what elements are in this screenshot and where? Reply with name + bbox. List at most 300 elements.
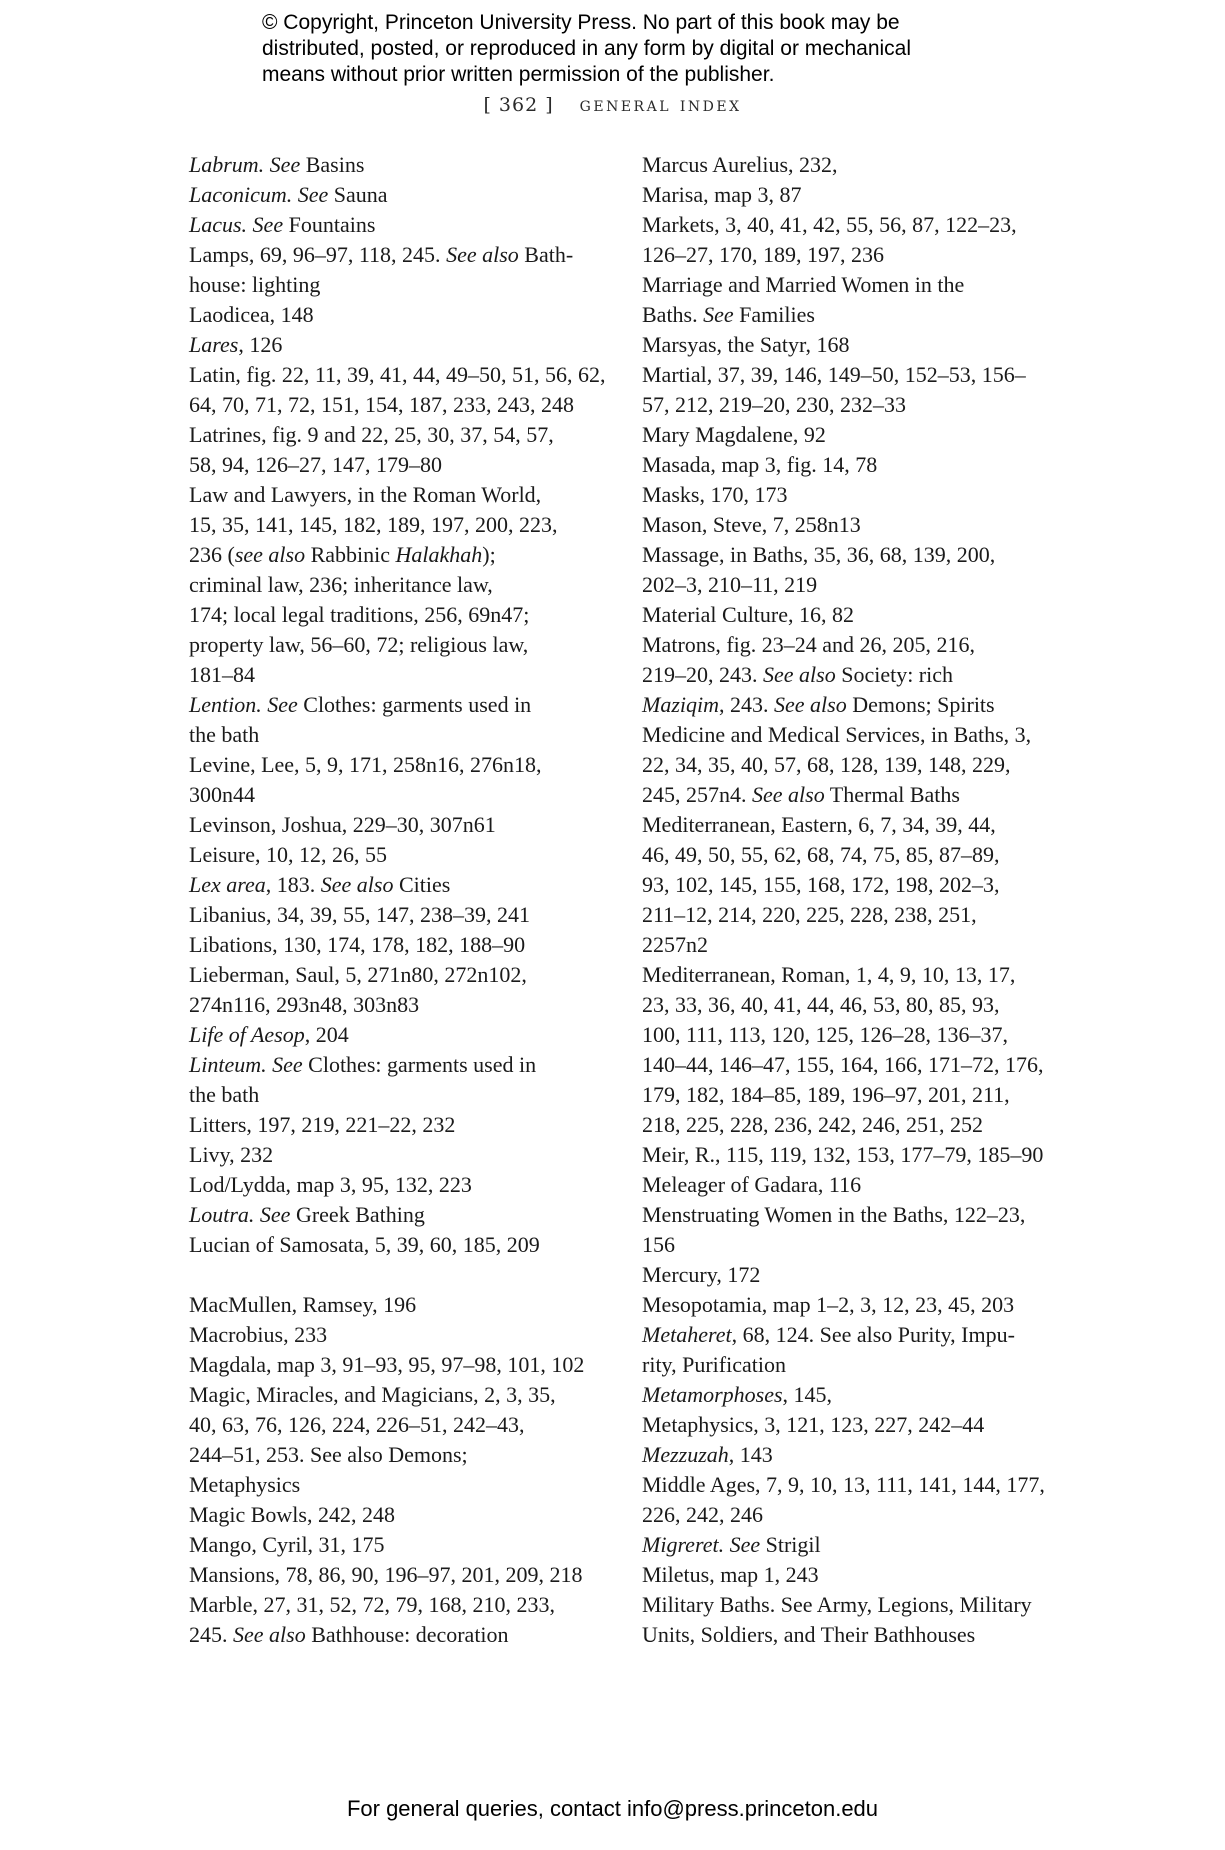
index-entry-line bbox=[642, 1170, 1067, 1200]
index-entry bbox=[189, 1140, 609, 1170]
index-entry-text: Magic Bowls, 242, 248 bbox=[189, 1502, 395, 1527]
index-entry-text: Metaphysics bbox=[189, 1472, 301, 1497]
copyright-line: © Copyright, Princeton University Press. No part of this book may be bbox=[262, 11, 900, 34]
index-entry-text: Marsyas, the Satyr, 168 bbox=[642, 332, 850, 357]
index-entry-text: , 204 bbox=[304, 1022, 349, 1047]
index-entry-text: Magdala, map 3, 91–93, 95, 97–98, 101, 102 bbox=[189, 1352, 585, 1377]
index-entry bbox=[642, 180, 1067, 210]
index-entry-line bbox=[642, 690, 1067, 720]
index-entry-text: 245, 257n4. bbox=[642, 782, 752, 807]
index-entry-text: 300n44 bbox=[189, 782, 255, 807]
index-entry-line bbox=[642, 540, 1067, 570]
index-entry bbox=[642, 1170, 1067, 1200]
index-entry bbox=[642, 690, 1067, 720]
index-entry-text: property law, 56–60, 72; religious law, bbox=[189, 632, 529, 657]
index-entry bbox=[642, 540, 1067, 600]
index-entry-text: Families bbox=[733, 302, 815, 327]
index-entry-text: 179, 182, 184–85, 189, 196–97, 201, 211, bbox=[642, 1082, 1010, 1107]
index-entry-line bbox=[642, 210, 1067, 240]
index-entry-text: Basins bbox=[300, 152, 365, 177]
index-entry bbox=[642, 1200, 1067, 1260]
index-entry-line bbox=[642, 1230, 1067, 1260]
index-entry bbox=[189, 1200, 609, 1230]
index-entry-text: Lod/Lydda, map 3, 95, 132, 223 bbox=[189, 1172, 472, 1197]
index-entry-line bbox=[642, 1110, 1067, 1140]
index-entry bbox=[189, 1230, 609, 1260]
index-entry-line bbox=[189, 900, 609, 930]
index-entry-text: Mercury, 172 bbox=[642, 1262, 761, 1287]
index-entry-text: Meir, R., 115, 119, 132, 153, 177–79, 185–90 bbox=[642, 1142, 1044, 1167]
index-entry bbox=[642, 630, 1067, 690]
index-entry-line bbox=[189, 1170, 609, 1200]
index-entry bbox=[189, 900, 609, 930]
index-entry-line bbox=[642, 1620, 1067, 1650]
index-entry-line bbox=[642, 1560, 1067, 1590]
index-entry-italic-text: Loutra. See bbox=[189, 1202, 291, 1227]
index-entry-line bbox=[189, 1380, 609, 1410]
index-entry-line bbox=[642, 150, 1067, 180]
index-entry bbox=[189, 1020, 609, 1050]
index-entry-line bbox=[189, 960, 609, 990]
index-entry-line bbox=[642, 1320, 1067, 1350]
index-entry-italic-text: see also bbox=[234, 542, 306, 567]
index-entry bbox=[642, 270, 1067, 330]
copyright-line: distributed, posted, or reproduced in any form by digital or mechanical bbox=[262, 37, 912, 60]
running-header bbox=[0, 92, 1225, 116]
index-entry-italic-text: Halakhah bbox=[395, 542, 483, 567]
copyright-line: means without prior written permission of the publisher. bbox=[262, 63, 775, 86]
index-entry bbox=[189, 360, 609, 420]
index-entry bbox=[642, 1470, 1067, 1530]
index-entry-line bbox=[189, 300, 609, 330]
index-entry-line bbox=[642, 480, 1067, 510]
index-entry bbox=[189, 330, 609, 360]
index-entry-line bbox=[642, 300, 1067, 330]
index-entry-line bbox=[642, 1590, 1067, 1620]
index-entry-text: , 183. bbox=[265, 872, 321, 897]
index-entry-text: 22, 34, 35, 40, 57, 68, 128, 139, 148, 229, bbox=[642, 752, 1011, 777]
index-entry-text: Mansions, 78, 86, 90, 196–97, 201, 209, 218 bbox=[189, 1562, 583, 1587]
index-entry-line bbox=[642, 450, 1067, 480]
index-entry-line bbox=[189, 450, 609, 480]
index-entry-text: Miletus, map 1, 243 bbox=[642, 1562, 819, 1587]
index-entry-line bbox=[642, 780, 1067, 810]
index-entry bbox=[642, 330, 1067, 360]
index-entry-text: 174; local legal traditions, 256, 69n47; bbox=[189, 602, 530, 627]
index-entry-italic-text: Mezzuzah bbox=[642, 1442, 729, 1467]
index-entry bbox=[189, 870, 609, 900]
index-entry-line bbox=[642, 420, 1067, 450]
index-entry-text: 244–51, 253. See also Demons; bbox=[189, 1442, 468, 1467]
index-entry bbox=[642, 1410, 1067, 1440]
index-entry-text: Massage, in Baths, 35, 36, 68, 139, 200, bbox=[642, 542, 996, 567]
index-entry-text: Clothes: garments used in bbox=[297, 692, 532, 717]
index-entry bbox=[642, 420, 1067, 450]
index-entry-line bbox=[189, 1440, 609, 1470]
index-entry-line bbox=[189, 240, 609, 270]
index-entry-text: Macrobius, 233 bbox=[189, 1322, 328, 1347]
index-entry-text: 274n116, 293n48, 303n83 bbox=[189, 992, 420, 1017]
index-entry bbox=[189, 930, 609, 960]
index-entry-text: Masada, map 3, fig. 14, 78 bbox=[642, 452, 878, 477]
index-entry-line bbox=[189, 570, 609, 600]
index-entry-text: Material Culture, 16, 82 bbox=[642, 602, 855, 627]
index-entry-line bbox=[642, 870, 1067, 900]
index-entry-line bbox=[642, 990, 1067, 1020]
index-entry-text: Litters, 197, 219, 221–22, 232 bbox=[189, 1112, 456, 1137]
index-entry-line bbox=[189, 420, 609, 450]
index-entry bbox=[642, 600, 1067, 630]
index-column-left bbox=[189, 150, 609, 1650]
index-entry-line bbox=[189, 780, 609, 810]
index-entry-text: , 143 bbox=[728, 1442, 773, 1467]
index-entry-line bbox=[189, 660, 609, 690]
index-entry-line bbox=[189, 1110, 609, 1140]
index-entry-line bbox=[642, 900, 1067, 930]
index-entry-line bbox=[189, 1410, 609, 1440]
index-entry-text: Lieberman, Saul, 5, 271n80, 272n102, bbox=[189, 962, 527, 987]
index-entry bbox=[642, 210, 1067, 270]
index-entry-line bbox=[642, 750, 1067, 780]
index-entry-line bbox=[642, 1470, 1067, 1500]
index-entry-line bbox=[642, 360, 1067, 390]
index-entry-text: Latin, fig. 22, 11, 39, 41, 44, 49–50, 51, 56, 62, bbox=[189, 362, 606, 387]
index-entry bbox=[189, 810, 609, 840]
index-entry-line bbox=[642, 1440, 1067, 1470]
index-entry-line bbox=[642, 840, 1067, 870]
index-entry bbox=[189, 300, 609, 330]
index-entry bbox=[642, 810, 1067, 960]
footer-contact: For general queries, contact info@press.princeton.edu bbox=[346, 1796, 879, 1821]
index-entry-line bbox=[642, 1080, 1067, 1110]
index-entry-line bbox=[189, 510, 609, 540]
index-entry-line bbox=[189, 870, 609, 900]
index-entry-text: Greek Bathing bbox=[290, 1202, 425, 1227]
index-entry bbox=[642, 1560, 1067, 1590]
index-entry bbox=[189, 150, 609, 180]
index-entry-line bbox=[642, 1020, 1067, 1050]
index-entry bbox=[189, 180, 609, 210]
index-entry-line bbox=[189, 210, 609, 240]
index-entry-text: 181–84 bbox=[189, 662, 255, 687]
index-entry-text: 40, 63, 76, 126, 224, 226–51, 242–43, bbox=[189, 1412, 525, 1437]
index-entry-text: 100, 111, 113, 120, 125, 126–28, 136–37, bbox=[642, 1022, 1009, 1047]
index-entry-text: ); bbox=[482, 542, 496, 567]
index-column-right bbox=[642, 150, 1067, 1650]
copyright-notice bbox=[262, 10, 982, 88]
index-entry-text: Matrons, fig. 23–24 and 26, 205, 216, bbox=[642, 632, 976, 657]
index-entry-text: Metaphysics, 3, 121, 123, 227, 242–44 bbox=[642, 1412, 985, 1437]
index-entry bbox=[189, 1590, 609, 1650]
index-entry-text: 226, 242, 246 bbox=[642, 1502, 763, 1527]
index-entry-line bbox=[642, 600, 1067, 630]
index-entry-line bbox=[642, 1530, 1067, 1560]
index-entry-line bbox=[642, 1260, 1067, 1290]
index-entry-text: the bath bbox=[189, 722, 260, 747]
index-entry-italic-text: Lex area bbox=[189, 872, 266, 897]
index-entry-text: 93, 102, 145, 155, 168, 172, 198, 202–3, bbox=[642, 872, 1000, 897]
index-entry-text: 202–3, 210–11, 219 bbox=[642, 572, 818, 597]
index-entry bbox=[189, 480, 609, 690]
index-entry-italic-text: See also bbox=[752, 782, 825, 807]
index-entry-line bbox=[189, 150, 609, 180]
index-entry-italic-text: Metamorphoses bbox=[642, 1382, 783, 1407]
index-entry-text: 219–20, 243. bbox=[642, 662, 763, 687]
index-entry bbox=[642, 960, 1067, 1140]
index-entry-text: Latrines, fig. 9 and 22, 25, 30, 37, 54, 57, bbox=[189, 422, 554, 447]
index-entry-italic-text: See also bbox=[763, 662, 836, 687]
index-entry-italic-text: Lares bbox=[189, 332, 239, 357]
index-entry-text: Libanius, 34, 39, 55, 147, 238–39, 241 bbox=[189, 902, 530, 927]
index-entry-text: Meleager of Gadara, 116 bbox=[642, 1172, 862, 1197]
index-entry-text: , 243. bbox=[719, 692, 774, 717]
index-entry bbox=[189, 1320, 609, 1350]
index-entry-text: Sauna bbox=[328, 182, 388, 207]
index-entry-line bbox=[189, 1500, 609, 1530]
index-entry-line bbox=[189, 750, 609, 780]
index-entry-text: Clothes: garments used in bbox=[302, 1052, 537, 1077]
index-entry bbox=[642, 1440, 1067, 1470]
index-entry-line bbox=[189, 1080, 609, 1110]
index-entry-italic-text: See also bbox=[774, 692, 847, 717]
index-entry-line bbox=[189, 630, 609, 660]
index-entry-line bbox=[189, 1620, 609, 1650]
index-entry-line bbox=[189, 1320, 609, 1350]
index-entry-text: rity, Purification bbox=[642, 1352, 786, 1377]
index-entry-line bbox=[642, 330, 1067, 360]
index-entry-text: Baths. bbox=[642, 302, 704, 327]
index-entry bbox=[642, 150, 1067, 180]
index-entry-line bbox=[642, 270, 1067, 300]
index-entry-italic-text: See also bbox=[233, 1622, 306, 1647]
index-entry-line bbox=[189, 1050, 609, 1080]
index-entry bbox=[189, 420, 609, 480]
index-entry bbox=[642, 1290, 1067, 1320]
index-entry-line bbox=[642, 720, 1067, 750]
index-entry-text: Mesopotamia, map 1–2, 3, 12, 23, 45, 203 bbox=[642, 1292, 1015, 1317]
index-entry bbox=[189, 1290, 609, 1320]
index-entry-line bbox=[642, 960, 1067, 990]
index-entry bbox=[189, 750, 609, 810]
index-entry-text: Fountains bbox=[283, 212, 376, 237]
index-entry-text: Bathhouse: decoration bbox=[305, 1622, 509, 1647]
index-entry-text: Menstruating Women in the Baths, 122–23, bbox=[642, 1202, 1026, 1227]
index-entry bbox=[189, 1110, 609, 1140]
index-entry-text: Martial, 37, 39, 146, 149–50, 152–53, 156– bbox=[642, 362, 1026, 387]
index-entry-line bbox=[642, 1200, 1067, 1230]
index-entry-line bbox=[189, 270, 609, 300]
index-entry-line bbox=[189, 930, 609, 960]
index-entry-line bbox=[189, 1140, 609, 1170]
index-entry bbox=[189, 1350, 609, 1380]
index-entry-text: 211–12, 214, 220, 225, 228, 238, 251, bbox=[642, 902, 977, 927]
index-entry-text: Military Baths. See Army, Legions, Military bbox=[642, 1592, 1032, 1617]
index-entry-text: Mediterranean, Eastern, 6, 7, 34, 39, 44, bbox=[642, 812, 996, 837]
index-entry-line bbox=[189, 810, 609, 840]
index-entry-text: Society: rich bbox=[835, 662, 954, 687]
index-entry-text: 57, 212, 219–20, 230, 232–33 bbox=[642, 392, 906, 417]
index-entry-text: 156 bbox=[642, 1232, 675, 1257]
index-entry-text: 58, 94, 126–27, 147, 179–80 bbox=[189, 452, 442, 477]
index-entry-line bbox=[189, 720, 609, 750]
index-entry-line bbox=[189, 1530, 609, 1560]
index-entry-line bbox=[189, 1350, 609, 1380]
index-entry-line bbox=[189, 1560, 609, 1590]
index-entry bbox=[642, 1260, 1067, 1290]
index-entry bbox=[189, 690, 609, 750]
index-entry-text: 126–27, 170, 189, 197, 236 bbox=[642, 242, 884, 267]
index-entry-text: Livy, 232 bbox=[189, 1142, 274, 1167]
index-entry-text: 46, 49, 50, 55, 62, 68, 74, 75, 85, 87–89, bbox=[642, 842, 1000, 867]
index-entry-italic-text: Lacus. See bbox=[189, 212, 284, 237]
index-entry-text: Mediterranean, Roman, 1, 4, 9, 10, 13, 17, bbox=[642, 962, 1016, 987]
index-entry-text: Lucian of Samosata, 5, 39, 60, 185, 209 bbox=[189, 1232, 540, 1257]
index-entry bbox=[642, 510, 1067, 540]
index-entry bbox=[189, 840, 609, 870]
index-entry-line bbox=[189, 390, 609, 420]
index-entry-text: 23, 33, 36, 40, 41, 44, 46, 53, 80, 85, 93, bbox=[642, 992, 1000, 1017]
index-entry-line bbox=[189, 540, 609, 570]
index-entry bbox=[189, 240, 609, 300]
index-entry bbox=[189, 1560, 609, 1590]
index-entry-line bbox=[642, 1140, 1067, 1170]
index-entry-line bbox=[189, 330, 609, 360]
index-entry-line bbox=[189, 1470, 609, 1500]
index-entry-text: Bath- bbox=[518, 242, 574, 267]
index-entry-text: Leisure, 10, 12, 26, 55 bbox=[189, 842, 387, 867]
index-entry-italic-text: See also bbox=[446, 242, 519, 267]
index-entry-text: , 126 bbox=[238, 332, 283, 357]
index-entry-text: Law and Lawyers, in the Roman World, bbox=[189, 482, 542, 507]
index-entry bbox=[642, 1590, 1067, 1650]
index-entry-line bbox=[189, 1590, 609, 1620]
index-entry-line bbox=[189, 690, 609, 720]
index-entry-line bbox=[189, 1200, 609, 1230]
index-entry-text: Mary Magdalene, 92 bbox=[642, 422, 826, 447]
index-entry-text: Marriage and Married Women in the bbox=[642, 272, 965, 297]
index-entry bbox=[642, 1380, 1067, 1410]
index-entry-text: 140–44, 146–47, 155, 164, 166, 171–72, 176, bbox=[642, 1052, 1044, 1077]
index-entry bbox=[642, 1140, 1067, 1170]
index-entry-text: Cities bbox=[393, 872, 451, 897]
index-entry-italic-text: Maziqim bbox=[642, 692, 719, 717]
index-entry-line bbox=[642, 660, 1067, 690]
index-entry-italic-text: Laconicum. See bbox=[189, 182, 329, 207]
index-entry-text: Marcus Aurelius, 232, bbox=[642, 152, 838, 177]
index-entry-line bbox=[642, 1410, 1067, 1440]
index-entry-text: Masks, 170, 173 bbox=[642, 482, 788, 507]
index-entry-line bbox=[642, 1050, 1067, 1080]
index-entry bbox=[189, 1050, 609, 1110]
index-entry-text: Marisa, map 3, 87 bbox=[642, 182, 802, 207]
running-title: general index bbox=[579, 92, 742, 116]
index-entry-text: criminal law, 236; inheritance law, bbox=[189, 572, 493, 597]
index-entry-text: Libations, 130, 174, 178, 182, 188–90 bbox=[189, 932, 526, 957]
index-entry-text: Medicine and Medical Services, in Baths, 3, bbox=[642, 722, 1032, 747]
index-entry-line bbox=[189, 990, 609, 1020]
index-entry bbox=[189, 960, 609, 1020]
index-entry-italic-text: See also bbox=[320, 872, 394, 897]
index-entry bbox=[189, 1530, 609, 1560]
index-entry bbox=[642, 1530, 1067, 1560]
index-entry-line bbox=[642, 240, 1067, 270]
index-entry-line bbox=[189, 1290, 609, 1320]
index-entry-text: Mason, Steve, 7, 258n13 bbox=[642, 512, 861, 537]
index-entry-line bbox=[189, 180, 609, 210]
index-entry-line bbox=[642, 810, 1067, 840]
index-entry-text: Markets, 3, 40, 41, 42, 55, 56, 87, 122–23, bbox=[642, 212, 1017, 237]
index-entry-text: 64, 70, 71, 72, 151, 154, 187, 233, 243, 248 bbox=[189, 392, 574, 417]
index-entry-line bbox=[642, 930, 1067, 960]
index-entry-line bbox=[642, 1380, 1067, 1410]
index-entry-text: , 68, 124. See also Purity, Impu- bbox=[731, 1322, 1015, 1347]
index-entry-text: 15, 35, 141, 145, 182, 189, 197, 200, 223, bbox=[189, 512, 558, 537]
index-entry-text: Marble, 27, 31, 52, 72, 79, 168, 210, 233, bbox=[189, 1592, 556, 1617]
index-entry bbox=[189, 1170, 609, 1200]
index-entry bbox=[642, 1320, 1067, 1380]
index-entry-line bbox=[189, 1230, 609, 1260]
index-entry-italic-text: Linteum. See bbox=[189, 1052, 303, 1077]
index-entry-text: Mango, Cyril, 31, 175 bbox=[189, 1532, 385, 1557]
index-entry-line bbox=[642, 630, 1067, 660]
index-entry-text: Units, Soldiers, and Their Bathhouses bbox=[642, 1622, 976, 1647]
index-entry-text: MacMullen, Ramsey, 196 bbox=[189, 1292, 417, 1317]
index-entry-line bbox=[189, 480, 609, 510]
index-entry-text: 245. bbox=[189, 1622, 233, 1647]
index-entry-line bbox=[642, 1500, 1067, 1530]
index-entry-text: , 145, bbox=[782, 1382, 833, 1407]
index-entry-text: Levinson, Joshua, 229–30, 307n61 bbox=[189, 812, 496, 837]
index-entry bbox=[642, 360, 1067, 420]
index-entry-text: house: lighting bbox=[189, 272, 321, 297]
index-entry bbox=[642, 450, 1067, 480]
index-entry-italic-text: Lention. See bbox=[189, 692, 298, 717]
index-entry-text: Magic, Miracles, and Magicians, 2, 3, 35, bbox=[189, 1382, 556, 1407]
index-entry-line bbox=[189, 1020, 609, 1050]
index-entry bbox=[642, 720, 1067, 810]
index-entry-line bbox=[642, 570, 1067, 600]
index-entry-line bbox=[642, 510, 1067, 540]
index-entry-line bbox=[642, 180, 1067, 210]
index-entry-line bbox=[189, 600, 609, 630]
index-entry-text: Laodicea, 148 bbox=[189, 302, 314, 327]
index-entry-line bbox=[189, 360, 609, 390]
index-entry-italic-text: Labrum. See bbox=[189, 152, 301, 177]
index-entry-text: 236 ( bbox=[189, 542, 235, 567]
page-number: [ 362 ] bbox=[483, 94, 554, 116]
index-entry bbox=[189, 1500, 609, 1530]
index-entry-text: 2257n2 bbox=[642, 932, 708, 957]
index-entry-text: Strigil bbox=[760, 1532, 821, 1557]
index-entry-text: the bath bbox=[189, 1082, 260, 1107]
index-entry-line bbox=[189, 840, 609, 870]
index-entry-text: 218, 225, 228, 236, 242, 246, 251, 252 bbox=[642, 1112, 983, 1137]
index-entry-text: Rabbinic bbox=[305, 542, 396, 567]
index-entry-italic-text: Metaheret bbox=[642, 1322, 732, 1347]
index-entry-text: Middle Ages, 7, 9, 10, 13, 111, 141, 144, 177, bbox=[642, 1472, 1045, 1497]
index-entry-line bbox=[642, 390, 1067, 420]
index-entry-text: Thermal Baths bbox=[824, 782, 960, 807]
index-entry-text: Demons; Spirits bbox=[846, 692, 995, 717]
index-entry-text: Levine, Lee, 5, 9, 171, 258n16, 276n18, bbox=[189, 752, 542, 777]
index-entry-italic-text: Life of Aesop bbox=[189, 1022, 305, 1047]
index-entry-line bbox=[642, 1350, 1067, 1380]
index-entry-line bbox=[642, 1290, 1067, 1320]
index-entry bbox=[189, 1380, 609, 1500]
index-entry-text: Lamps, 69, 96–97, 118, 245. bbox=[189, 242, 447, 267]
index-entry bbox=[642, 480, 1067, 510]
index-entry bbox=[189, 210, 609, 240]
